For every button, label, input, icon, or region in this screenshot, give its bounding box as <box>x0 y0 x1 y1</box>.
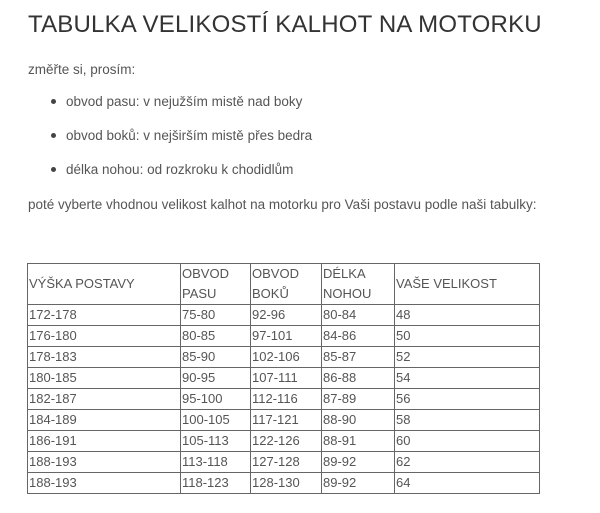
intro-text: změřte si, prosím: <box>28 62 136 77</box>
cell-waist: 118-123 <box>181 473 251 494</box>
cell-waist: 75-80 <box>181 305 251 326</box>
cell-leg-length: 89-92 <box>322 452 395 473</box>
table-row <box>28 368 540 389</box>
cell-height: 180-185 <box>28 368 181 389</box>
cell-hips: 122-126 <box>251 431 322 452</box>
header-leg-length: DÉLKA NOHOU <box>322 264 395 305</box>
table-row <box>28 305 540 326</box>
header-height: VÝŠKA POSTAVY <box>28 264 181 305</box>
cell-height: 176-180 <box>28 326 181 347</box>
cell-height: 188-193 <box>28 452 181 473</box>
cell-hips: 128-130 <box>251 473 322 494</box>
size-table <box>27 263 540 494</box>
table-row <box>28 410 540 431</box>
cell-hips: 107-111 <box>251 368 322 389</box>
outro-text: poté vyberte vhodnou velikost kalhot na motorku pro Vaši postavu podle naši tabulky: <box>28 197 537 212</box>
cell-height: 186-191 <box>28 431 181 452</box>
header-size: VAŠE VELIKOST <box>395 264 540 305</box>
table-row <box>28 389 540 410</box>
cell-size: 56 <box>395 389 540 410</box>
cell-leg-length: 89-92 <box>322 473 395 494</box>
bullet-icon <box>51 99 56 104</box>
cell-waist: 85-90 <box>181 347 251 368</box>
cell-hips: 97-101 <box>251 326 322 347</box>
cell-leg-length: 88-90 <box>322 410 395 431</box>
cell-leg-length: 87-89 <box>322 389 395 410</box>
table-row <box>28 452 540 473</box>
cell-size: 54 <box>395 368 540 389</box>
table-header-row <box>28 264 540 305</box>
cell-leg-length: 86-88 <box>322 368 395 389</box>
cell-height: 184-189 <box>28 410 181 431</box>
cell-waist: 95-100 <box>181 389 251 410</box>
cell-height: 182-187 <box>28 389 181 410</box>
table-row <box>28 473 540 494</box>
list-item-waist <box>28 92 312 126</box>
cell-height: 172-178 <box>28 305 181 326</box>
cell-size: 60 <box>395 431 540 452</box>
cell-size: 48 <box>395 305 540 326</box>
cell-waist: 90-95 <box>181 368 251 389</box>
list-item-label: obvod boků: v nejširším mistě přes bedra <box>66 128 313 143</box>
cell-height: 188-193 <box>28 473 181 494</box>
list-item-hips <box>28 126 312 160</box>
cell-size: 52 <box>395 347 540 368</box>
cell-size: 62 <box>395 452 540 473</box>
cell-waist: 113-118 <box>181 452 251 473</box>
cell-hips: 127-128 <box>251 452 322 473</box>
cell-size: 50 <box>395 326 540 347</box>
cell-height: 178-183 <box>28 347 181 368</box>
cell-waist: 80-85 <box>181 326 251 347</box>
cell-leg-length: 85-87 <box>322 347 395 368</box>
header-hips: OBVOD BOKŮ <box>251 264 322 305</box>
cell-hips: 112-116 <box>251 389 322 410</box>
list-item-leg <box>28 160 312 194</box>
cell-hips: 92-96 <box>251 305 322 326</box>
table-row <box>28 431 540 452</box>
header-waist: OBVOD PASU <box>181 264 251 305</box>
cell-size: 64 <box>395 473 540 494</box>
cell-leg-length: 84-86 <box>322 326 395 347</box>
cell-size: 58 <box>395 410 540 431</box>
measurement-list <box>28 92 312 194</box>
list-item-label: délka nohou: od rozkroku k chodidlům <box>66 162 294 177</box>
cell-waist: 105-113 <box>181 431 251 452</box>
cell-hips: 117-121 <box>251 410 322 431</box>
cell-leg-length: 80-84 <box>322 305 395 326</box>
bullet-icon <box>51 167 56 172</box>
table-row <box>28 326 540 347</box>
bullet-icon <box>51 133 56 138</box>
cell-leg-length: 88-91 <box>322 431 395 452</box>
page-title: TABULKA VELIKOSTÍ KALHOT NA MOTORKU <box>28 11 542 38</box>
cell-waist: 100-105 <box>181 410 251 431</box>
table-row <box>28 347 540 368</box>
list-item-label: obvod pasu: v nejužším mistě nad boky <box>66 94 303 109</box>
cell-hips: 102-106 <box>251 347 322 368</box>
